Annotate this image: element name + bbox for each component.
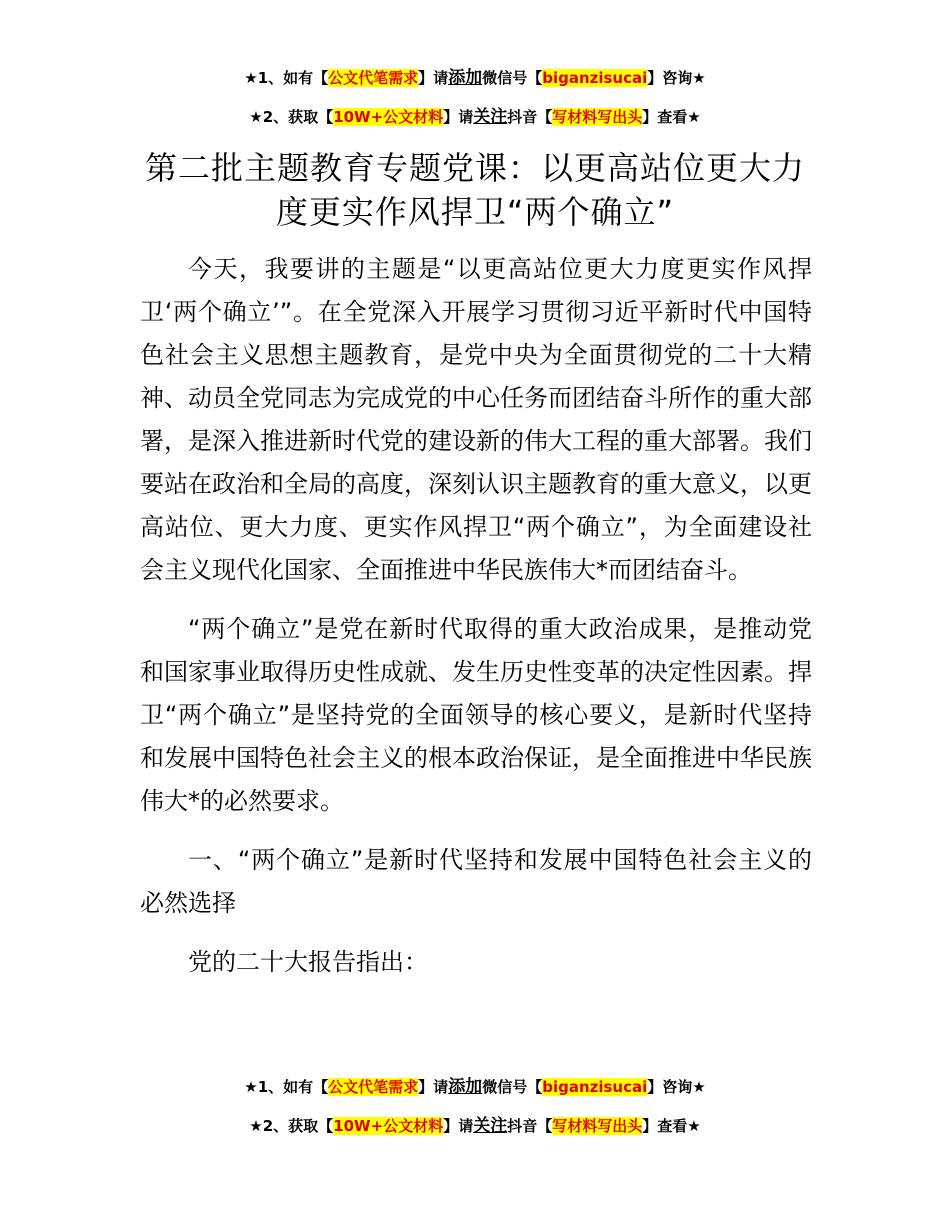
star-icon: ★ <box>249 108 263 126</box>
section-heading: 一、“两个确立”是新时代坚持和发展中国特色社会主义的必然选择 <box>140 846 812 917</box>
star-icon: ★ <box>692 1078 706 1096</box>
star-icon: ★ <box>687 1117 701 1135</box>
promo-text: 2、获取【 <box>262 108 334 126</box>
promo-text: 微信号【 <box>482 69 543 87</box>
promo-text: 1、如有【 <box>257 69 329 87</box>
promo-highlight-materials: 10W+公文材料 <box>333 108 444 126</box>
promo-highlight-douyin: 写材料写出头 <box>552 108 643 126</box>
paragraph: 今天，我要讲的主题是“以更高站位更大力度更实作风捍卫‘两个确立’”。在全党深入开展学习贯彻习近平新时代中国特色社会主义思想主题教育，是党中央为全面贯彻党的二十大精神、动员全党同志为完成党的中心任务而团结奋斗所作的重大部署，是深入推进新时代党的建设新的伟大工程的重大部署。我们要站在政治和全局的高度，深刻认识主题教育的重大意义，以更高站位、更大力度、更实作风捍卫“两个确立”，为全面建设社会主义现代化国家、全面推进中华民族伟大*而团结奋斗。 <box>140 255 812 584</box>
promo-highlight-wechat: biganzisucai <box>542 1078 648 1096</box>
promo-underline-add: 添加 <box>448 1077 483 1097</box>
star-icon: ★ <box>244 69 258 87</box>
promo-highlight-service: 公文代笔需求 <box>328 1078 419 1096</box>
promo-underline-add: 添加 <box>448 68 483 88</box>
promo-text: 】查看 <box>642 108 688 126</box>
promo-highlight-douyin: 写材料写出头 <box>552 1117 643 1135</box>
star-icon: ★ <box>249 1117 263 1135</box>
promo-highlight-materials: 10W+公文材料 <box>333 1117 444 1135</box>
promo-underline-follow: 关注 <box>473 107 508 127</box>
promo-text: 】咨询 <box>647 1078 693 1096</box>
document-body <box>140 248 812 1000</box>
promo-text: 】请 <box>418 1078 449 1096</box>
promo-highlight-wechat: biganzisucai <box>542 69 648 87</box>
promo-bottom-line-1 <box>0 1076 950 1098</box>
promo-bottom-line-2 <box>0 1115 950 1137</box>
promo-text: 1、如有【 <box>257 1078 329 1096</box>
promo-text: 】请 <box>418 69 449 87</box>
promo-top-line-2 <box>0 106 950 128</box>
star-icon: ★ <box>687 108 701 126</box>
promo-text: 微信号【 <box>482 1078 543 1096</box>
promo-text: 抖音【 <box>507 1117 553 1135</box>
paragraph: “两个确立”是党在新时代取得的重大政治成果，是推动党和国家事业取得历史性成就、发生历史性变革的决定性因素。捍卫“两个确立”是坚持党的全面领导的核心要义，是新时代坚持和发展中国特色社会主义的根本政治保证，是全面推进中华民族伟大*的必然要求。 <box>140 615 812 815</box>
star-icon: ★ <box>244 1078 258 1096</box>
promo-underline-follow: 关注 <box>473 1116 508 1136</box>
promo-text: 】查看 <box>642 1117 688 1135</box>
promo-text: 】咨询 <box>647 69 693 87</box>
paragraph: 党的二十大报告指出： <box>188 948 428 976</box>
promo-text: 抖音【 <box>507 108 553 126</box>
promo-text: 2、获取【 <box>262 1117 334 1135</box>
star-icon: ★ <box>692 69 706 87</box>
promo-text: 】请 <box>443 108 474 126</box>
page-title: 第二批主题教育专题党课：以更高站位更大力度更实作风捍卫“两个确立” <box>144 149 805 231</box>
promo-text: 】请 <box>443 1117 474 1135</box>
promo-top-line-1 <box>0 67 950 89</box>
promo-highlight-service: 公文代笔需求 <box>328 69 419 87</box>
